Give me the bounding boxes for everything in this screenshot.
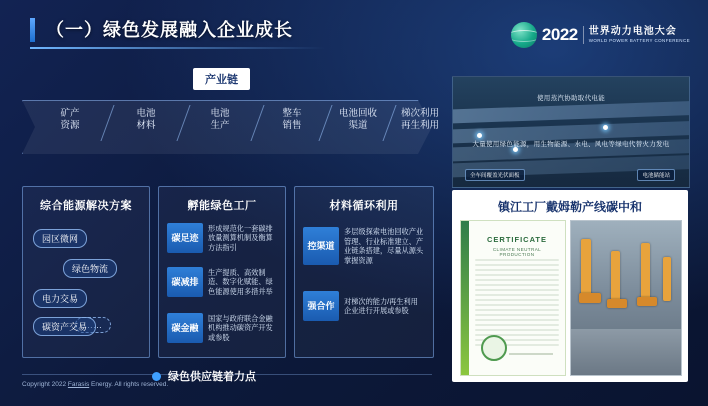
panel-2-heading: 孵能绿色工厂 xyxy=(187,200,257,212)
production-line-photo xyxy=(570,220,682,376)
text-carbon-footprint: 形成规范化一套碳排放量测算机制及衡算方法指引 xyxy=(208,223,273,252)
certificate-heading: CERTIFICATE xyxy=(486,235,548,244)
copyright xyxy=(22,381,168,388)
title-accent-bar xyxy=(30,18,35,42)
certificate-signature-line xyxy=(509,353,553,355)
logo-title-cn: 世界动力电池大会 xyxy=(588,26,677,37)
copyright-suffix: Energy. All rights reserved. xyxy=(89,381,169,388)
robot-arm-1 xyxy=(581,239,591,299)
logo-text xyxy=(583,26,690,44)
chain-title: 产业链 xyxy=(193,68,250,90)
tag-carbon-reduction: 碳减排 xyxy=(167,267,203,297)
row-carbon-finance xyxy=(167,313,277,343)
tag-control-channel: 控渠道 xyxy=(303,227,339,265)
robot-base-3 xyxy=(637,297,657,306)
copyright-prefix: Copyright 2022 xyxy=(22,381,68,388)
conference-logo xyxy=(511,20,690,50)
pill-carbon-asset-trading[interactable]: 碳资产交易 xyxy=(33,317,96,336)
chain-node-0: 矿产 资源 xyxy=(60,108,80,131)
panel-green-factory xyxy=(158,186,286,358)
text-carbon-finance: 国家与政府联合金融机构推动碳资产开发或参股 xyxy=(208,313,273,342)
certificate-image xyxy=(460,220,566,376)
hotspot-dot-1 xyxy=(477,133,482,138)
pill-power-trading[interactable]: 电力交易 xyxy=(33,289,87,308)
card-title: 镇江工厂戴姆勒产线碳中和 xyxy=(497,200,642,214)
copyright-brand: Farasis xyxy=(67,381,90,388)
row-carbon-reduction xyxy=(167,267,277,297)
logo-year: 2022 xyxy=(541,25,578,44)
text-strong-cooperation: 对梯次的能力/再生利用企业进行开展或参股 xyxy=(344,296,418,315)
robot-arm-4 xyxy=(663,257,671,301)
factory-aerial-photo xyxy=(452,76,690,188)
photo-chip-storage: 电池储能站 xyxy=(637,169,675,181)
photo-caption-top: 使用蒸汽协助取代电能 xyxy=(537,95,605,102)
text-control-channel: 多层级探索电池回收产业管理、行业标准建立、产业链条搭建，尽量从源头掌握资源 xyxy=(344,227,424,265)
title-underline xyxy=(30,47,325,49)
chain-node-5: 梯次利用 再生利用 xyxy=(400,108,439,131)
pill-more[interactable]: …… xyxy=(75,317,111,333)
certificate-seal-icon xyxy=(481,335,507,361)
panel-1-heading: 综合能源解决方案 xyxy=(40,200,132,212)
slide-header xyxy=(0,14,708,48)
row-carbon-footprint xyxy=(167,223,277,253)
robot-arm-3 xyxy=(641,243,650,301)
carbon-neutral-card xyxy=(452,190,688,382)
chain-node-2: 电池 生产 xyxy=(210,108,230,131)
tag-carbon-finance: 碳金融 xyxy=(167,313,203,343)
chain-node-1: 电池 材料 xyxy=(136,108,156,131)
chain-node-3: 整车 销售 xyxy=(282,108,302,131)
certificate-side-band xyxy=(461,221,469,375)
tag-carbon-footprint: 碳足迹 xyxy=(167,223,203,253)
logo-title-en: WORLD POWER BATTERY CONFERENCE xyxy=(588,38,690,43)
page-title: （一）绿色发展融入企业成长 xyxy=(46,20,293,40)
row-control-channel xyxy=(303,227,425,265)
photo-chip-solar: 全车间覆盖光伏面板 xyxy=(465,169,525,181)
text-carbon-reduction: 生产提质、高效制造、数字化赋能、绿色能源使用多措并举 xyxy=(208,267,273,296)
roof-row-1 xyxy=(452,100,690,123)
bottom-label: 绿色供应链着力点 xyxy=(168,371,256,383)
chain-node-4: 电池回收 渠道 xyxy=(338,108,377,131)
hotspot-dot-3 xyxy=(603,125,608,130)
globe-icon xyxy=(511,22,537,48)
robot-base-1 xyxy=(579,293,601,303)
certificate-subheading: CLIMATE NEUTRAL PRODUCTION xyxy=(492,247,542,257)
panel-integrated-energy xyxy=(22,186,150,358)
photo-caption-mid: 大量使用绿色能源，用生物能源、水电、风电等绿电代替火力发电 xyxy=(472,141,670,148)
pill-park-microgrid[interactable]: 园区微网 xyxy=(33,229,87,248)
row-strong-cooperation xyxy=(303,291,425,321)
bullet-dot-icon xyxy=(152,372,161,381)
value-chain xyxy=(22,96,439,158)
robot-base-2 xyxy=(607,299,627,308)
panel-3-heading: 材料循环利用 xyxy=(329,200,399,212)
robot-arm-2 xyxy=(611,251,620,303)
tag-strong-cooperation: 强合作 xyxy=(303,291,339,321)
chain-separator-0 xyxy=(104,105,120,141)
panel-material-recycling xyxy=(294,186,434,358)
pill-green-logistics[interactable]: 绿色物流 xyxy=(63,259,117,278)
factory-floor xyxy=(571,329,681,375)
